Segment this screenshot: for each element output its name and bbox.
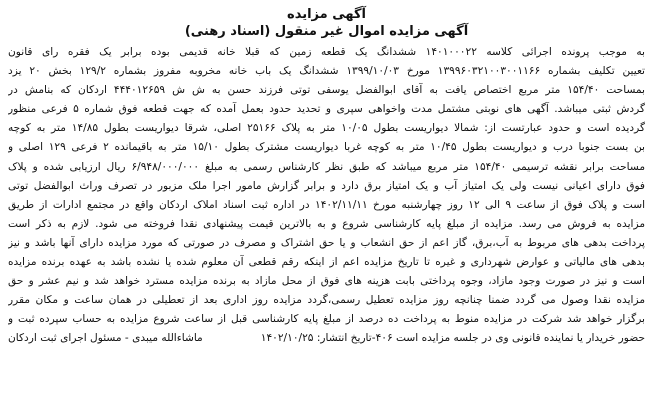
notice-line: است و نیز در صورت وجود مازاد، وجوه پرداختی بابت هزینه های فوق از محل مازاد به برنده مزایده مسترد خواهد شد و نیم عشر و حق: [8, 275, 645, 288]
notice-line: مزایده نقدا وصول می گردد ضمنا چنانچه روز مزایده تعطیل رسمی،گردد مزایده روز اداری بعد از تعطیلی در همان ساعت و مکان مقرر: [8, 294, 645, 307]
notice-body: [8, 43, 645, 329]
notice-subtitle: آگهی مزایده اموال غیر منقول (اسناد رهنی): [184, 24, 469, 39]
auction-notice: [8, 6, 645, 401]
notice-line: بدهی های مالیاتی و عوارض شهرداری و غیره تا تاریخ مزایده اعم از اینکه رقم قطعی آن معلوم شده یا نشده باشد به عهده برنده مزایده: [8, 256, 645, 269]
notice-line: مساحت برابر نقشه ترسیمی ۱۵۴/۴۰ متر مربع میباشد که طبق نظر کارشناس رسمی به مبلغ ۶/۹۴۸/۰۰۰/۰۰۰ ریال ارزیابی شده و پلاک: [8, 160, 645, 173]
notice-line: است و پلاک فوق از ساعت ۹ الی ۱۲ روز چهارشنبه مورخ ۱۴۰۲/۱۱/۱۱ در اداره ثبت اسناد املاک اردکان واقع در مجتمع ادارات از طریق: [8, 198, 645, 211]
notice-title: آگهی مزایده: [287, 7, 366, 22]
notice-line: فوق دارای اعیانی نیست ولی یک امتیاز آب و یک امتیاز برق دارد و برابر گزارش مامور اجرا ملک مزبور در تصرف وراث ابوالفضل توتی: [8, 179, 645, 192]
notice-line: گردش ثبتی میباشد. آگهی های نوبتی مشتمل مدت واخواهی سپری و تحدید حدود بعمل آمده که جهت قطعه فوق شماره ۵ فرعی منظور: [8, 103, 645, 116]
notice-line: بمساحت ۱۵۴/۴۰ متر مربع اختصاص یافت به آقای ابوالفضل یوسفی توتی فرزند حسن به ش ش ۴۴۴۰۱۲۶۵۹ اردکان که بنامش در: [8, 84, 645, 97]
signature: ماشاءالله میبدی - مسئول اجرای ثبت اردکان: [8, 332, 203, 345]
notice-line: مزایده به فروش می رسد. مزایده از مبلغ پایه کارشناسی شروع و به بالاترین قیمت پیشنهادی نقدا فروخته می شود. لازم به ذکر است: [8, 217, 645, 230]
notice-line: گردیده است و حدود عبارتست از: شمالا دیواریست بطول ۱۰/۰۵ متر به پلاک ۲۵۱۶۶ اصلی، شرقا دیواریست بطول ۱۴/۸۵ متر به کوچه: [8, 122, 645, 135]
notice-line: پرداخت بدهی های مربوط به آب،برق، گاز اعم از حق انشعاب و یا حق اشتراک و مصرف در صورتی که مورد مزایده دارای آنها باشد و نیز: [8, 236, 645, 249]
publication-info: حضور خریدار یا نماینده قانونی وی در جلسه مزایده است ۴۰۶-تاریخ انتشار: ۱۴۰۲/۱۰/۲۵: [260, 332, 645, 345]
notice-line: برگزار خواهد شد شرکت در مزایده منوط به پرداخت ده درصد از مبلغ پایه کارشناسی قبل از ساعت شروع مزایده به حساب سپرده ثبت و: [8, 313, 645, 326]
notice-line: به موجب پرونده اجرائی کلاسه ۱۴۰۱۰۰۰۲۲ ششدانگ یک قطعه زمین که قبلا خانه قدیمی بوده برابر یک فقره رای قانون: [8, 46, 645, 58]
notice-footer-line: [8, 329, 645, 348]
notice-line: بن بست جنوبا درب و دیواریست بطول ۱۰/۴۵ متر به کوچه غربا دیواریست مشترک بطول ۱۵/۱۰ متر به باقیمانده ۲ فرعی ۱۲۹ اصلی و: [8, 141, 645, 154]
notice-line: تعیین تکلیف بشماره ۱۳۹۹۶۰۳۲۱۰۰۳۰۰۱۱۶۶ مورخ ۱۳۹۹/۱۰/۰۳ ششدانگ یک باب خانه مخروبه مفروز بشماره ۱۲۹/۲ بخش ۲۰ یزد: [8, 65, 645, 78]
